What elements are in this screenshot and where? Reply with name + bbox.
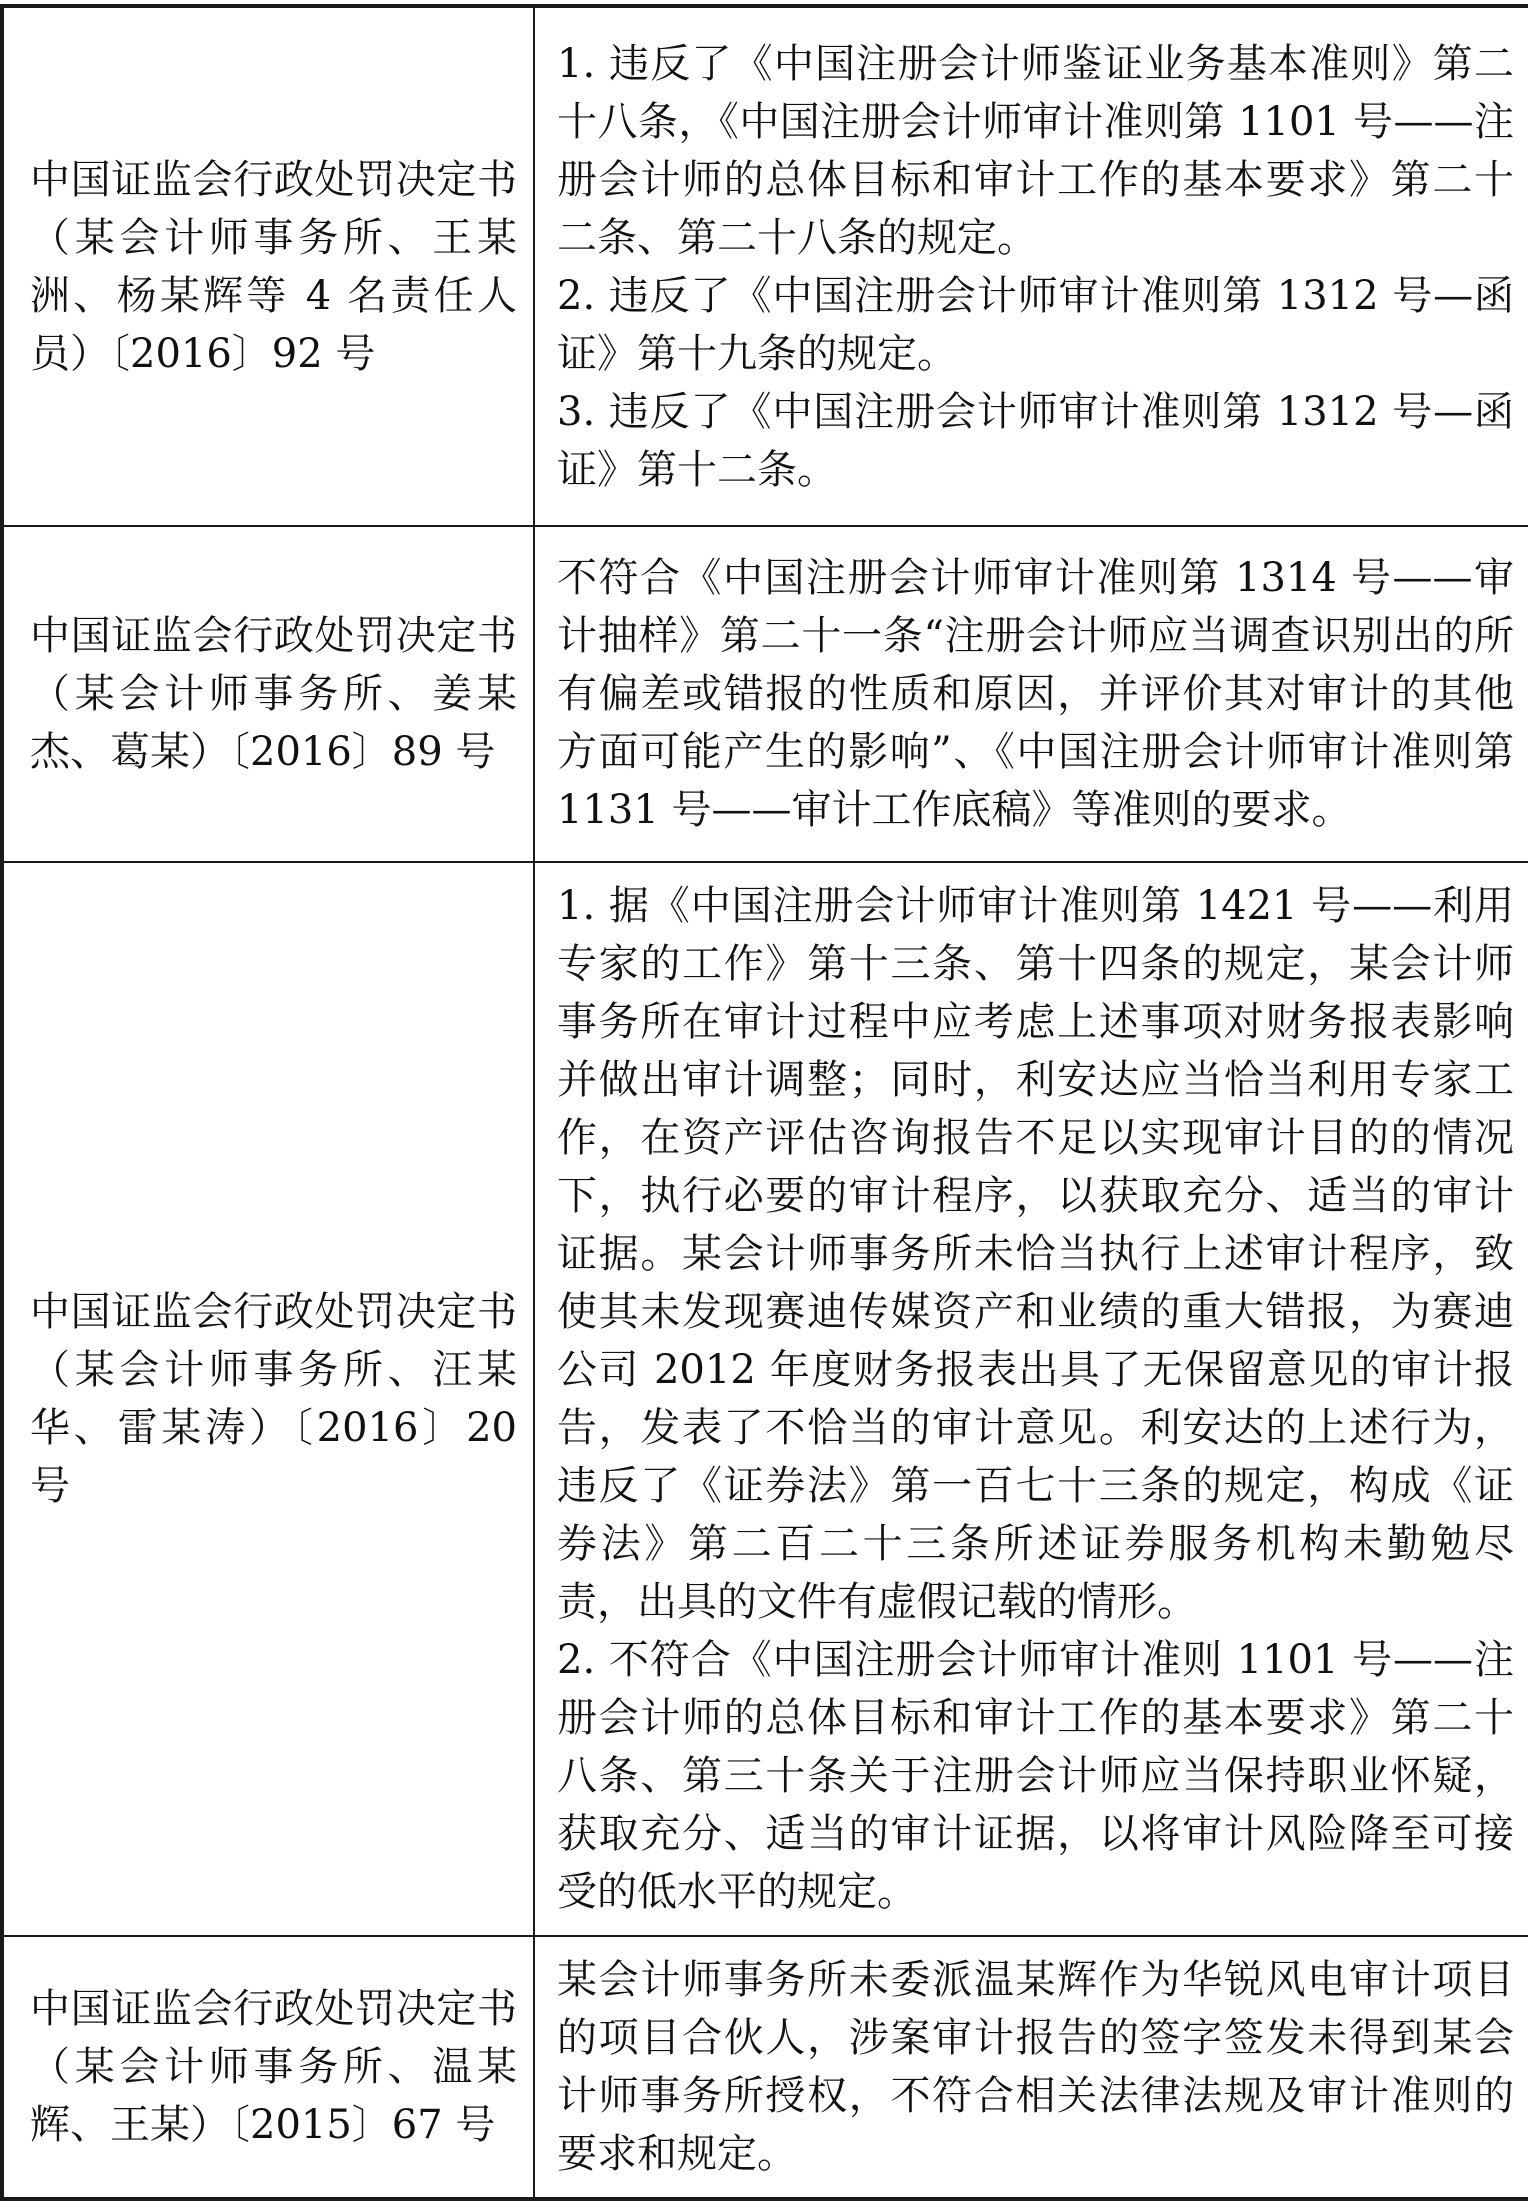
violation-description-cell xyxy=(534,6,1528,526)
violation-description-cell xyxy=(534,862,1528,1936)
decision-source-cell: 中国证监会行政处罚决定书（某会计师事务所、王某洲、杨某辉等 4 名责任人员）〔2016〕92 号 xyxy=(2,6,534,526)
violation-paragraph: 不符合《中国注册会计师审计准则第 1314 号——审计抽样》第二十一条“注册会计师应当调查识别出的所有偏差或错报的性质和原因，并评价其对审计的其他方面可能产生的影响”、《中国注册会计师审计准则第 1131 号——审计工作底稿》等准则的要求。 xyxy=(557,555,1514,833)
violation-description-cell xyxy=(534,1936,1528,2199)
table-row xyxy=(2,526,1528,862)
decision-source-cell: 中国证监会行政处罚决定书（某会计师事务所、温某辉、王某）〔2015〕67 号 xyxy=(2,1936,534,2199)
table-row xyxy=(2,862,1528,1936)
violation-paragraph: 1. 据《中国注册会计师审计准则第 1421 号——利用专家的工作》第十三条、第十四条的规定，某会计师事务所在审计过程中应考虑上述事项对财务报表影响并做出审计调整；同时，利安达应当恰当利用专家工作，在资产评估咨询报告不足以实现审计目的的情况下，执行必要的审计程序，以获取充分、适当的审计证据。某会计师事务所未恰当执行上述审计程序，致使其未发现赛迪传媒资产和业绩的重大错报，为赛迪公司 2012 年度财务报表出具了无保留意见的审计报告，发表了不恰当的审计意见。利安达的上述行为，违反了《证券法》第一百七十三条的规定，构成《证券法》第二百二十三条所述证券服务机构未勤勉尽责，出具的文件有虚假记载的情形。 xyxy=(557,883,1514,1625)
decision-source-cell: 中国证监会行政处罚决定书（某会计师事务所、姜某杰、葛某）〔2016〕89 号 xyxy=(2,526,534,862)
decision-source-cell: 中国证监会行政处罚决定书（某会计师事务所、汪某华、雷某涛）〔2016〕20 号 xyxy=(2,862,534,1936)
table-row xyxy=(2,6,1528,526)
violation-paragraph: 1. 违反了《中国注册会计师鉴证业务基本准则》第二十八条，《中国注册会计师审计准则第 1101 号——注册会计师的总体目标和审计工作的基本要求》第二十二条、第二十八条的规定。 xyxy=(557,40,1514,261)
table-row xyxy=(2,1936,1528,2199)
violation-paragraph: 2. 不符合《中国注册会计师审计准则 1101 号——注册会计师的总体目标和审计工作的基本要求》第二十八条、第三十条关于注册会计师应当保持职业怀疑，获取充分、适当的审计证据，以将审计风险降至可接受的低水平的规定。 xyxy=(557,1637,1514,1915)
violation-paragraph: 某会计师事务所未委派温某辉作为华锐风电审计项目的项目合伙人，涉案审计报告的签字签发未得到某会计师事务所授权，不符合相关法律法规及审计准则的要求和规定。 xyxy=(557,1957,1514,2177)
violation-paragraph: 2. 违反了《中国注册会计师审计准则第 1312 号—函证》第十九条的规定。 xyxy=(557,272,1514,377)
penalty-table xyxy=(0,4,1528,2201)
violation-description-cell xyxy=(534,526,1528,862)
violation-paragraph: 3. 违反了《中国注册会计师审计准则第 1312 号—函证》第十二条。 xyxy=(557,388,1514,493)
